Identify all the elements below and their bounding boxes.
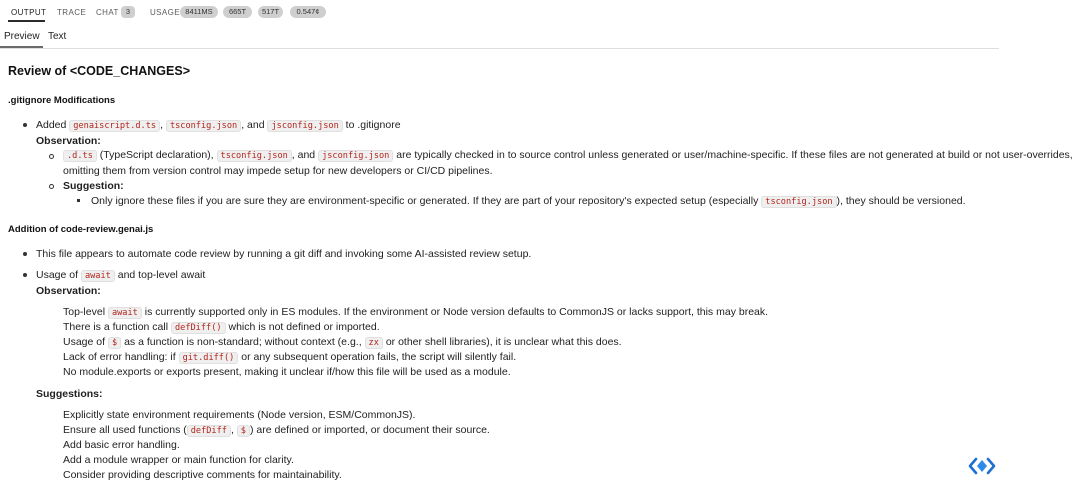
suggestion-item: Add a module wrapper or main function for clarity.: [63, 454, 294, 466]
code-inline: genaiscript.d.ts: [69, 120, 160, 132]
suggestion-label: Suggestion:: [63, 180, 124, 192]
code-inline: await: [81, 270, 115, 282]
tab-output[interactable]: OUTPUT: [11, 8, 47, 17]
chat-count-badge: 3: [121, 6, 135, 18]
bullet-icon: [49, 154, 54, 159]
list-item: This file appears to automate code review by running a git diff and invoking some AI-assisted review setup.: [36, 248, 532, 260]
tab-chat[interactable]: CHAT: [96, 8, 119, 17]
tab-text[interactable]: Text: [48, 31, 67, 42]
usage-tokens-badge: 665T: [223, 6, 252, 18]
observation-item: .d.ts (TypeScript declaration), tsconfig.json , and jsconfig.json are typically checked in to source control unless generated or user/machine-specific. If these files are not generated at build or not user-overrides,: [63, 149, 1073, 161]
observation-item: Top-level await is currently supported only in ES modules. If the environment or Node version defaults to CommonJS or lacks support, this may break.: [63, 306, 769, 318]
gitignore-added-item: Added genaiscript.d.ts , tsconfig.json , and jsconfig.json to .gitignore: [36, 119, 401, 131]
bullet-icon: [77, 199, 80, 202]
usage-time-badge: 8411MS: [180, 6, 218, 18]
bullet-icon: [49, 184, 54, 189]
suggestion-item: Consider providing descriptive comments for maintainability.: [63, 469, 342, 481]
observation-item: Usage of $ as a function is non-standard; without context (e.g., zx or other shell libraries), it is unclear what this does.: [63, 336, 622, 348]
suggestion-item: Ensure all used functions ( defDiff , $ ) are defined or imported, or document their source.: [63, 424, 490, 436]
code-inline: defDiff(): [171, 322, 226, 334]
observation-label: Observation:: [36, 135, 101, 147]
suggestion-item: Add basic error handling.: [63, 439, 180, 451]
view-tab-bar: [0, 26, 999, 49]
code-inline: $: [237, 425, 250, 437]
list-item: Usage of await and top-level await: [36, 269, 206, 281]
code-inline: .d.ts: [63, 150, 97, 162]
tab-usage[interactable]: USAGE: [150, 8, 181, 17]
code-inline: tsconfig.json: [217, 150, 292, 162]
bullet-icon: [23, 123, 27, 127]
bullet-icon: [23, 273, 27, 277]
usage-tokens-badge: 517T: [258, 6, 283, 18]
code-inline: jsconfig.json: [318, 150, 393, 162]
tab-preview-underline: [0, 46, 43, 48]
observation-item: There is a function call defDiff() which is not defined or imported.: [63, 321, 380, 333]
observation-item: No module.exports or exports present, making it unclear if/how this file will be used as a module.: [63, 366, 511, 378]
top-tab-bar: [0, 0, 999, 24]
suggestion-item: Only ignore these files if you are sure they are environment-specific or generated. If they are part of your repository's expected setup (especially tsconfig.json ), they should be versioned.: [91, 195, 966, 207]
code-inline: jsconfig.json: [267, 120, 342, 132]
code-inline: git.diff(): [179, 352, 239, 364]
code-inline: await: [108, 307, 142, 319]
observation-label: Observation:: [36, 285, 101, 297]
observation-item-continued: omitting them from version control may impede setup for new developers or CI/CD pipelines.: [63, 165, 493, 177]
suggestion-item: Explicitly state environment requirements (Node version, ESM/CommonJS).: [63, 409, 416, 421]
code-inline: zx: [365, 337, 383, 349]
code-inline: tsconfig.json: [166, 120, 241, 132]
tab-output-underline: [8, 20, 45, 22]
tab-preview[interactable]: Preview: [4, 31, 40, 42]
code-inline: tsconfig.json: [761, 196, 836, 208]
page-title: Review of <CODE_CHANGES>: [8, 64, 190, 78]
usage-cost-badge: 0.547¢: [290, 6, 326, 18]
suggestions-label: Suggestions:: [36, 388, 103, 400]
code-inline: defDiff: [187, 425, 231, 437]
observation-item: Lack of error handling: if git.diff() or any subsequent operation fails, the script will silently fail.: [63, 351, 517, 363]
section-heading-code-review: Addition of code-review.genai.js: [8, 224, 154, 235]
bullet-icon: [23, 252, 27, 256]
genaiscript-logo-icon[interactable]: [968, 456, 996, 476]
code-inline: $: [108, 337, 121, 349]
section-heading-gitignore: .gitignore Modifications: [8, 95, 116, 106]
tab-trace[interactable]: TRACE: [57, 8, 87, 17]
